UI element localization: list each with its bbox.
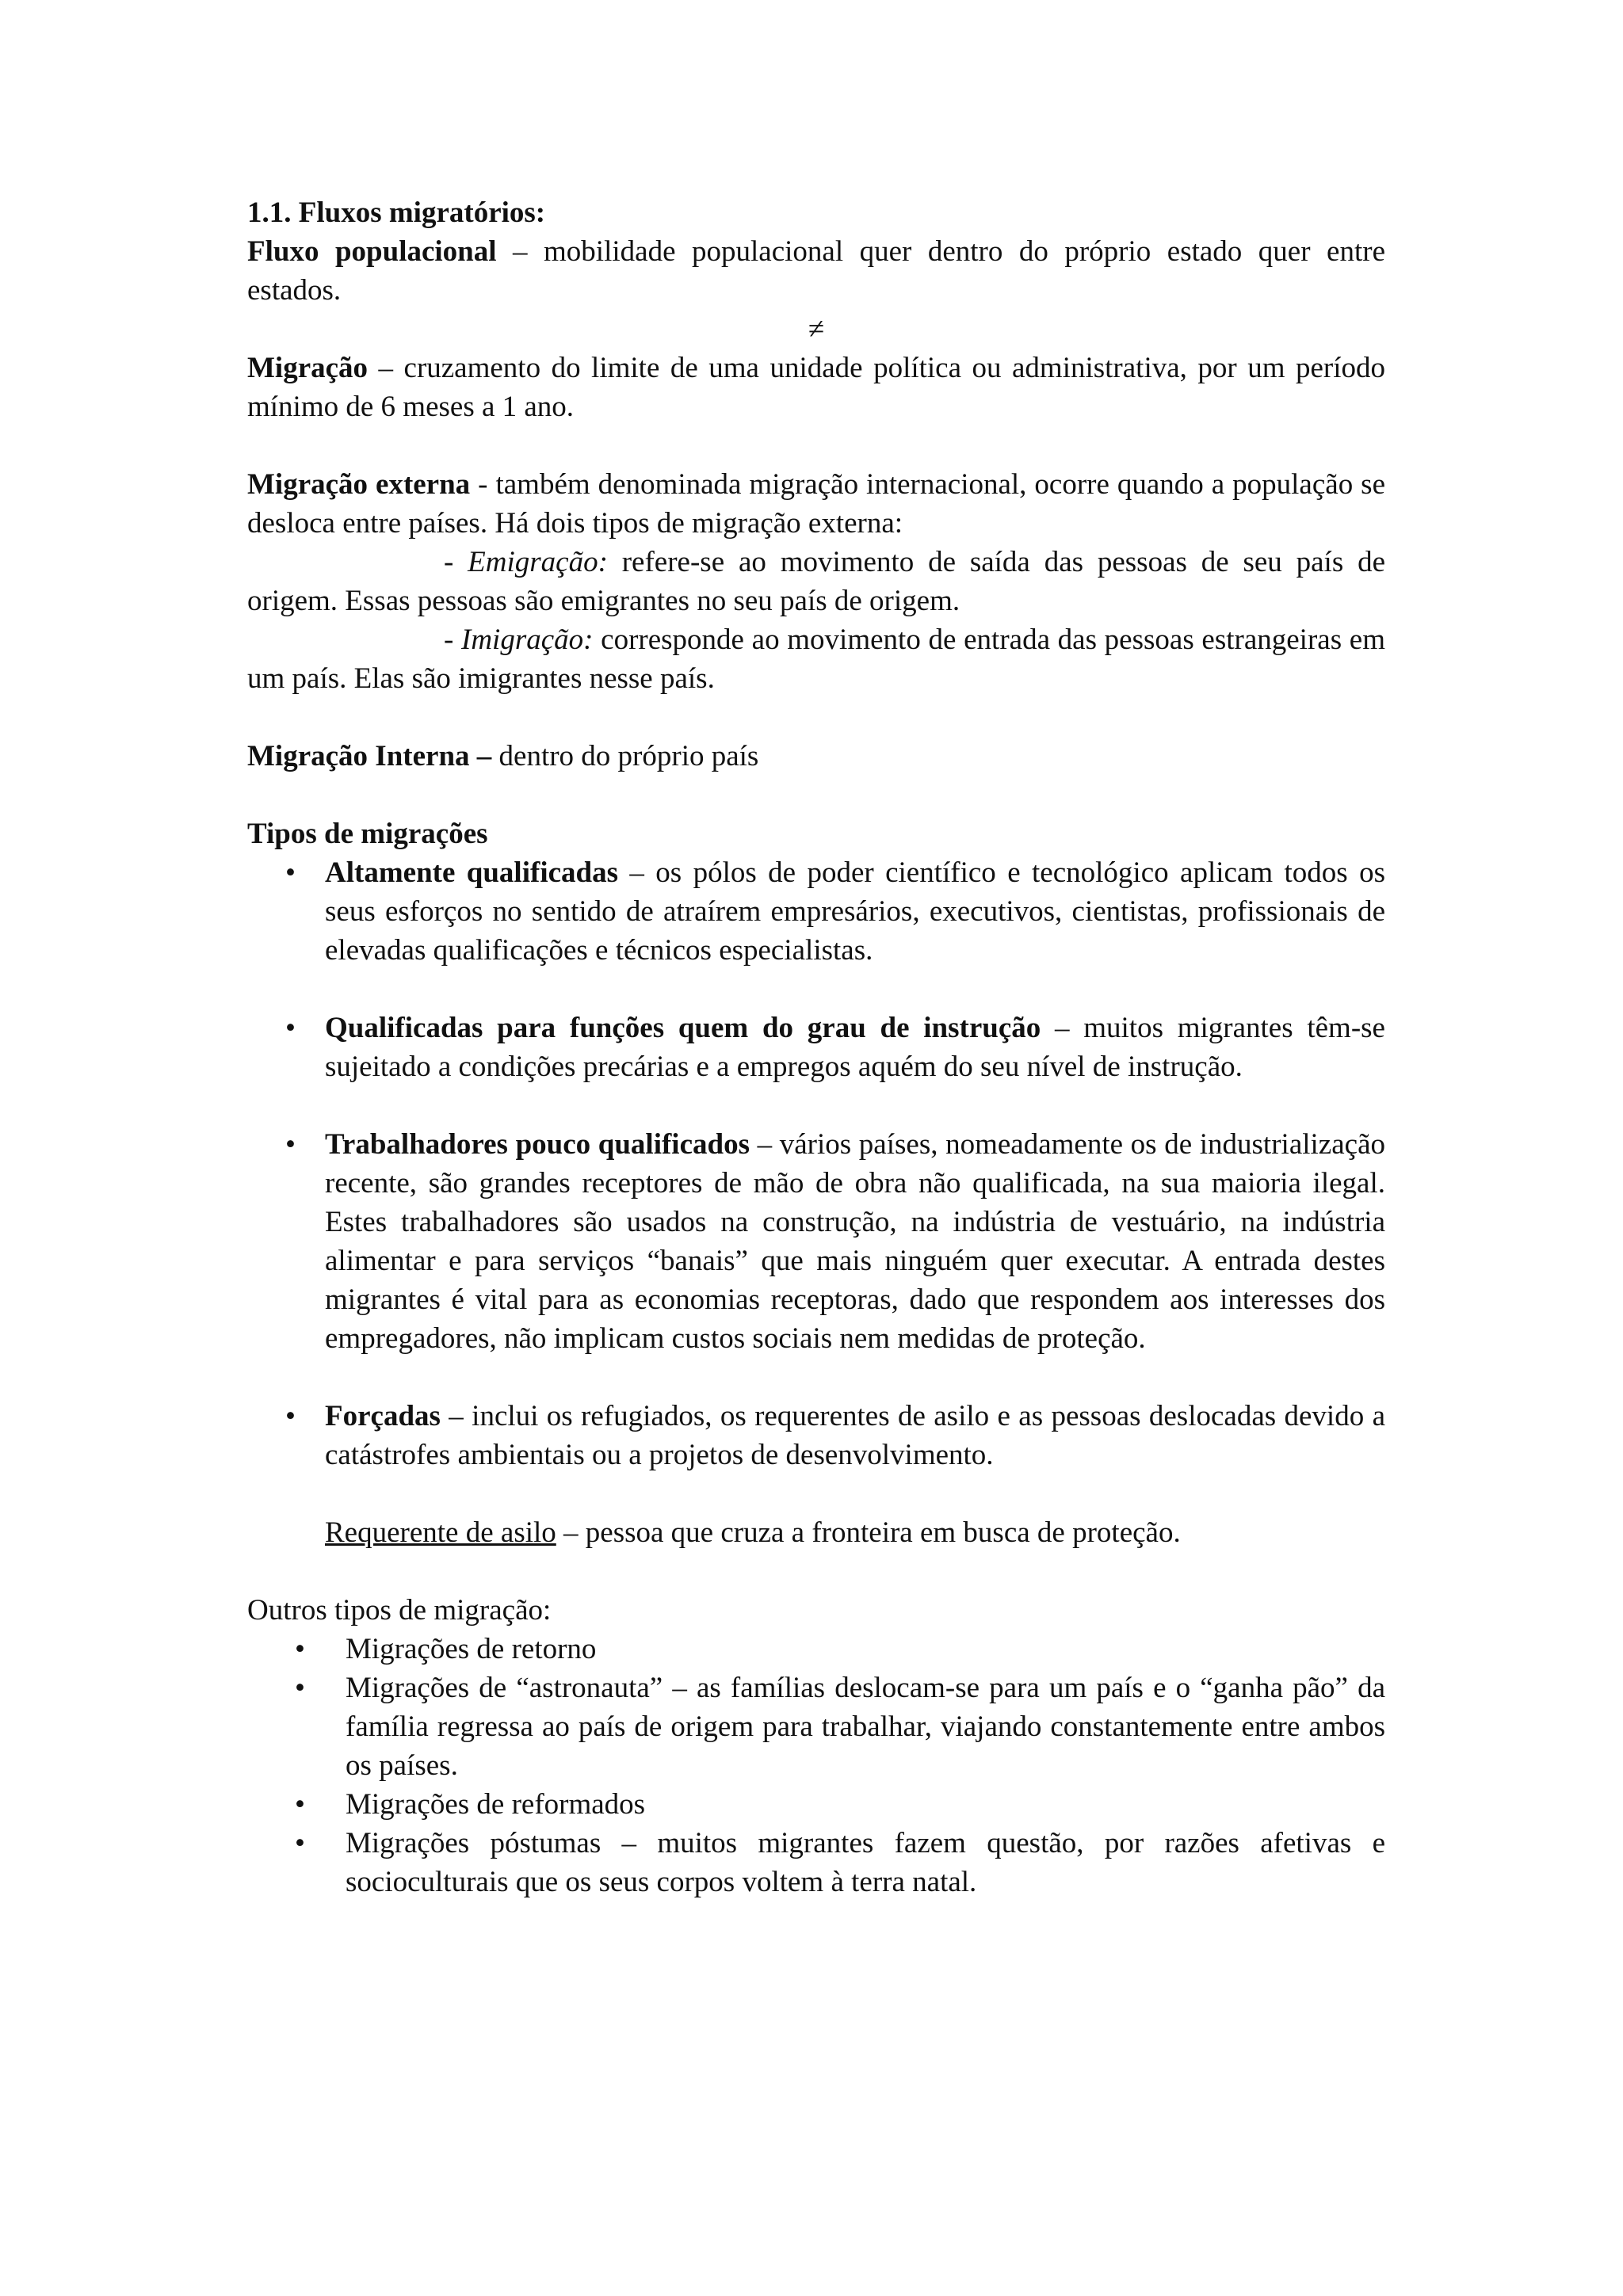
imigracao-paragraph: - Imigração: corresponde ao movimento de entrada das pessoas estrangeiras em um país. Elas são imigrantes nesse país. [247, 624, 1385, 695]
asylum-term: Requerente de asilo [325, 1516, 556, 1549]
asylum-text: – pessoa que cruza a fronteira em busca de proteção. [556, 1516, 1181, 1549]
emigracao-text: refere-se ao movimento de saída das pessoas de seu país de origem. Essas pessoas são emigrantes no seu país de origem. [247, 546, 1385, 617]
fluxo-term: Fluxo populacional [247, 235, 497, 268]
list-item [247, 1009, 1385, 1086]
tipo-text: – os pólos de poder científico e tecnológico aplicam todos os seus esforços no sentido de atraírem empresários, executivos, cientistas, profissionais de elevadas qualificações e técnicos especialistas. [325, 856, 1385, 967]
tipo-text: – muitos migrantes têm-se sujeitado a condições precárias e a empregos aquém do seu nível de instrução. [325, 1012, 1385, 1083]
emigracao-term: Emigração: [468, 546, 608, 578]
externa-term: Migração externa [247, 468, 471, 501]
list-item: • Migrações de retorno [247, 1630, 1385, 1669]
section-title: Fluxos migratórios: [298, 196, 546, 229]
tipo-term: Qualificadas para funções quem do grau de instrução [325, 1012, 1041, 1044]
interna-definition: dentro do próprio país [491, 740, 759, 772]
tipos-heading: Tipos de migrações [247, 818, 488, 850]
externa-definition: - também denominada migração internacional, ocorre quando a população se desloca entre países. Há dois tipos de migração externa: [247, 468, 1385, 540]
interna-paragraph [247, 737, 1385, 776]
tipo-text: – inclui os refugiados, os requerentes de asilo e as pessoas deslocadas devido a catástrofes ambientais ou a projetos de desenvolvimento. [325, 1400, 1385, 1471]
not-equal-symbol: ≠ [808, 313, 825, 345]
section-number: 1.1. [247, 196, 292, 229]
list-item [247, 1125, 1385, 1358]
tipos-list [247, 853, 1385, 1474]
migracao-definition: – cruzamento do limite de uma unidade política ou administrativa, por um período mínimo de 6 meses a 1 ano. [247, 352, 1385, 423]
migracao-term: Migração [247, 352, 369, 384]
list-item [247, 853, 1385, 970]
tipo-term: Forçadas [325, 1400, 441, 1432]
list-item: • Migrações póstumas – muitos migrantes fazem questão, por razões afetivas e socioculturais que os seus corpos voltem à terra natal. [247, 1824, 1385, 1901]
list-item: • Migrações de “astronauta” – as famílias deslocam-se para um país e o “ganha pão” da família regressa ao país de origem para trabalhar, viajando constantemente entre ambos os países. [247, 1669, 1385, 1785]
tipo-term: Trabalhadores pouco qualificados [325, 1128, 750, 1161]
outros-heading: Outros tipos de migração: [247, 1594, 552, 1627]
migracao-paragraph [247, 349, 1385, 426]
section-heading [247, 193, 1385, 232]
tipo-text: – vários países, nomeadamente os de industrialização recente, são grandes receptores de mão de obra não qualificada, na sua maioria ilegal. Estes trabalhadores são usados na construção, na indústria de vestuário, na indústria alimentar e para serviços “banais” que mais ninguém quer executar. A entrada destes migrantes é vital para as economias receptoras, dado que respondem aos interesses dos empregadores, não implicam custos sociais nem medidas de proteção. [325, 1128, 1385, 1355]
imigracao-term: Imigração: [461, 624, 594, 656]
outros-list [247, 1630, 1385, 1901]
list-item [247, 1397, 1385, 1474]
asylum-note [247, 1513, 1385, 1552]
document-body [247, 193, 1385, 1901]
externa-paragraph [247, 465, 1385, 543]
emigracao-paragraph: - Emigração: refere-se ao movimento de saída das pessoas de seu país de origem. Essas pessoas são emigrantes no seu país de origem. [247, 546, 1385, 617]
list-item: • Migrações de reformados [247, 1785, 1385, 1824]
tipo-term: Altamente qualificadas [325, 856, 618, 889]
fluxo-paragraph [247, 232, 1385, 310]
fluxo-definition: – mobilidade populacional quer dentro do próprio estado quer entre estados. [247, 235, 1385, 307]
imigracao-text: corresponde ao movimento de entrada das pessoas estrangeiras em um país. Elas são imigrantes nesse país. [247, 624, 1385, 695]
interna-term: Migração Interna – [247, 740, 492, 772]
